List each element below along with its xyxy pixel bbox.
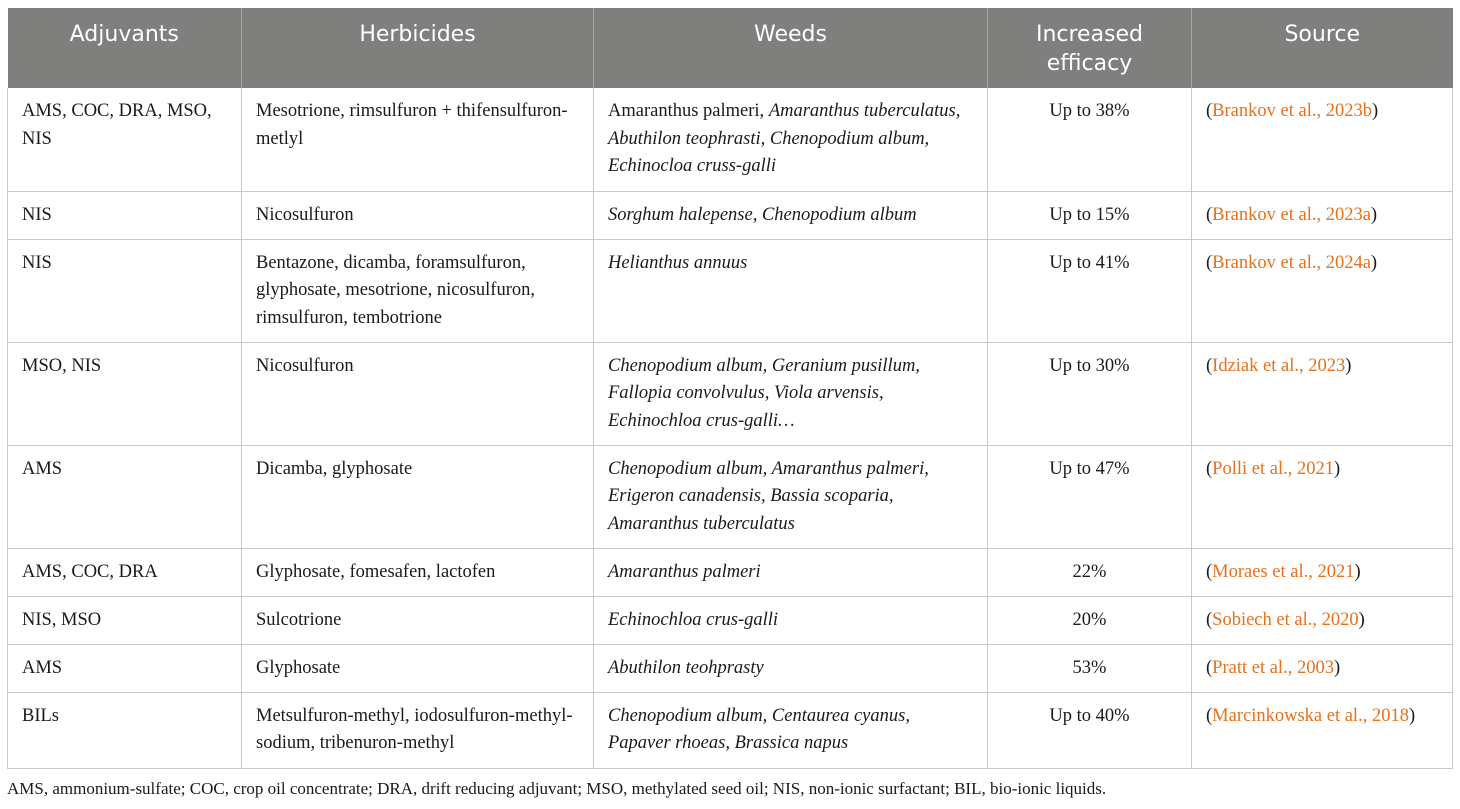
open-paren: ( bbox=[1206, 705, 1213, 726]
cell-source bbox=[1192, 88, 1453, 191]
cell-weeds bbox=[594, 692, 988, 768]
cell-weeds bbox=[594, 88, 988, 191]
open-paren: ( bbox=[1206, 355, 1213, 376]
cell-source bbox=[1192, 239, 1453, 342]
open-paren: ( bbox=[1206, 458, 1213, 479]
close-paren: ) bbox=[1333, 657, 1341, 678]
source-link[interactable]: Marcinkowska et al., 2018 bbox=[1212, 705, 1409, 726]
source-link[interactable]: Sobiech et al., 2020 bbox=[1212, 609, 1359, 630]
source-link[interactable]: Polli et al., 2021 bbox=[1212, 458, 1334, 479]
cell-weeds bbox=[594, 548, 988, 596]
cell-source bbox=[1192, 191, 1453, 239]
weeds-italic-text: Chenopodium album, Centaurea cyanus, Papaver rhoeas, Brassica napus bbox=[608, 705, 910, 753]
weeds-plain-text: Amaranthus palmeri, bbox=[608, 101, 769, 121]
cell-source bbox=[1192, 692, 1453, 768]
table-row bbox=[8, 548, 1453, 596]
open-paren: ( bbox=[1206, 204, 1213, 225]
cell-increased-efficacy: Up to 40% bbox=[988, 692, 1192, 768]
weeds-italic-text: Abuthilon teohprasty bbox=[608, 657, 764, 678]
cell-weeds bbox=[594, 239, 988, 342]
adjuvant-table bbox=[7, 8, 1453, 769]
close-paren: ) bbox=[1358, 609, 1365, 630]
close-paren: ) bbox=[1333, 458, 1341, 479]
cell-adjuvants: AMS, COC, DRA bbox=[8, 548, 242, 596]
close-paren: ) bbox=[1371, 101, 1379, 121]
cell-source bbox=[1192, 596, 1453, 644]
cell-adjuvants: NIS, MSO bbox=[8, 596, 242, 644]
cell-increased-efficacy: 20% bbox=[988, 596, 1192, 644]
open-paren: ( bbox=[1206, 252, 1213, 273]
table-row bbox=[8, 342, 1453, 445]
weeds-italic-text: Sorghum halepense, Chenopodium album bbox=[608, 204, 917, 225]
weeds-italic-text: Helianthus annuus bbox=[608, 252, 748, 273]
cell-herbicides: Glyphosate bbox=[242, 644, 594, 692]
open-paren: ( bbox=[1206, 561, 1213, 582]
table-row bbox=[8, 239, 1453, 342]
cell-herbicides: Nicosulfuron bbox=[242, 342, 594, 445]
table-wrapper bbox=[7, 8, 1452, 769]
weeds-italic-text: Amaranthus palmeri bbox=[608, 561, 761, 582]
cell-weeds bbox=[594, 191, 988, 239]
cell-herbicides: Metsulfuron-methyl, iodosulfuron-methyl-sodium, tribenuron-methyl bbox=[242, 692, 594, 768]
cell-adjuvants: AMS bbox=[8, 644, 242, 692]
cell-weeds bbox=[594, 644, 988, 692]
open-paren: ( bbox=[1206, 657, 1213, 678]
cell-increased-efficacy: Up to 15% bbox=[988, 191, 1192, 239]
cell-herbicides: Bentazone, dicamba, foramsulfuron, glyphosate, mesotrione, nicosulfuron, rimsulfuron, tembotrione bbox=[242, 239, 594, 342]
source-link[interactable]: Brankov et al., 2023a bbox=[1212, 204, 1371, 225]
cell-increased-efficacy: 22% bbox=[988, 548, 1192, 596]
cell-increased-efficacy: Up to 38% bbox=[988, 88, 1192, 191]
cell-increased-efficacy: 53% bbox=[988, 644, 1192, 692]
table-row bbox=[8, 644, 1453, 692]
table-row bbox=[8, 88, 1453, 191]
cell-herbicides: Nicosulfuron bbox=[242, 191, 594, 239]
cell-source bbox=[1192, 548, 1453, 596]
cell-source bbox=[1192, 644, 1453, 692]
cell-weeds bbox=[594, 596, 988, 644]
cell-adjuvants: NIS bbox=[8, 191, 242, 239]
cell-adjuvants: AMS, COC, DRA, MSO, NIS bbox=[8, 88, 242, 191]
close-paren: ) bbox=[1370, 252, 1378, 273]
cell-adjuvants: NIS bbox=[8, 239, 242, 342]
source-link[interactable]: Brankov et al., 2023b bbox=[1212, 101, 1372, 121]
table-footnote: AMS, ammonium-sulfate; COC, crop oil concentrate; DRA, drift reducing adjuvant; MSO, methylated seed oil; NIS, non-ionic surfactant; BIL, bio-ionic liquids. bbox=[7, 779, 1107, 798]
source-link[interactable]: Moraes et al., 2021 bbox=[1212, 561, 1355, 582]
weeds-italic-text: Chenopodium album, Amaranthus palmeri, Erigeron canadensis, Bassia scoparia, Amaranthus tuberculatus bbox=[608, 458, 929, 534]
close-paren: ) bbox=[1370, 204, 1378, 225]
open-paren: ( bbox=[1206, 609, 1213, 630]
open-paren: ( bbox=[1206, 101, 1213, 121]
cell-herbicides: Mesotrione, rimsulfuron + thifensulfuron-metlyl bbox=[242, 88, 594, 191]
source-link[interactable]: Brankov et al., 2024a bbox=[1212, 252, 1371, 273]
cell-increased-efficacy: Up to 30% bbox=[988, 342, 1192, 445]
cell-source bbox=[1192, 342, 1453, 445]
table-row bbox=[8, 596, 1453, 644]
weeds-italic-text: Echinochloa crus-galli bbox=[608, 609, 779, 630]
source-link[interactable]: Idziak et al., 2023 bbox=[1212, 355, 1346, 376]
cell-herbicides: Glyphosate, fomesafen, lactofen bbox=[242, 548, 594, 596]
cell-weeds bbox=[594, 445, 988, 548]
cell-adjuvants: BILs bbox=[8, 692, 242, 768]
weeds-italic-text: Amaranthus tuberculatus, Abuthilon teophrasti, Chenopodium album, Echinocloa cruss-galli bbox=[608, 101, 961, 176]
source-link[interactable]: Pratt et al., 2003 bbox=[1212, 657, 1334, 678]
cell-herbicides: Sulcotrione bbox=[242, 596, 594, 644]
header-source: Source bbox=[1192, 8, 1453, 88]
header-weeds: Weeds bbox=[594, 8, 988, 88]
header-increased-efficacy: Increased efficacy bbox=[988, 8, 1192, 88]
table-row bbox=[8, 191, 1453, 239]
cell-herbicides: Dicamba, glyphosate bbox=[242, 445, 594, 548]
header-herbicides: Herbicides bbox=[242, 8, 594, 88]
table-row bbox=[8, 692, 1453, 768]
weeds-italic-text: Chenopodium album, Geranium pusillum, Fallopia convolvulus, Viola arvensis, Echinochloa crus-galli… bbox=[608, 355, 920, 431]
close-paren: ) bbox=[1354, 561, 1361, 582]
header-adjuvants: Adjuvants bbox=[8, 8, 242, 88]
close-paren: ) bbox=[1345, 355, 1352, 376]
cell-source bbox=[1192, 445, 1453, 548]
cell-adjuvants: AMS bbox=[8, 445, 242, 548]
header-row bbox=[8, 8, 1453, 88]
cell-increased-efficacy: Up to 47% bbox=[988, 445, 1192, 548]
table-row bbox=[8, 445, 1453, 548]
close-paren: ) bbox=[1408, 705, 1416, 726]
cell-weeds bbox=[594, 342, 988, 445]
cell-adjuvants: MSO, NIS bbox=[8, 342, 242, 445]
cell-increased-efficacy: Up to 41% bbox=[988, 239, 1192, 342]
